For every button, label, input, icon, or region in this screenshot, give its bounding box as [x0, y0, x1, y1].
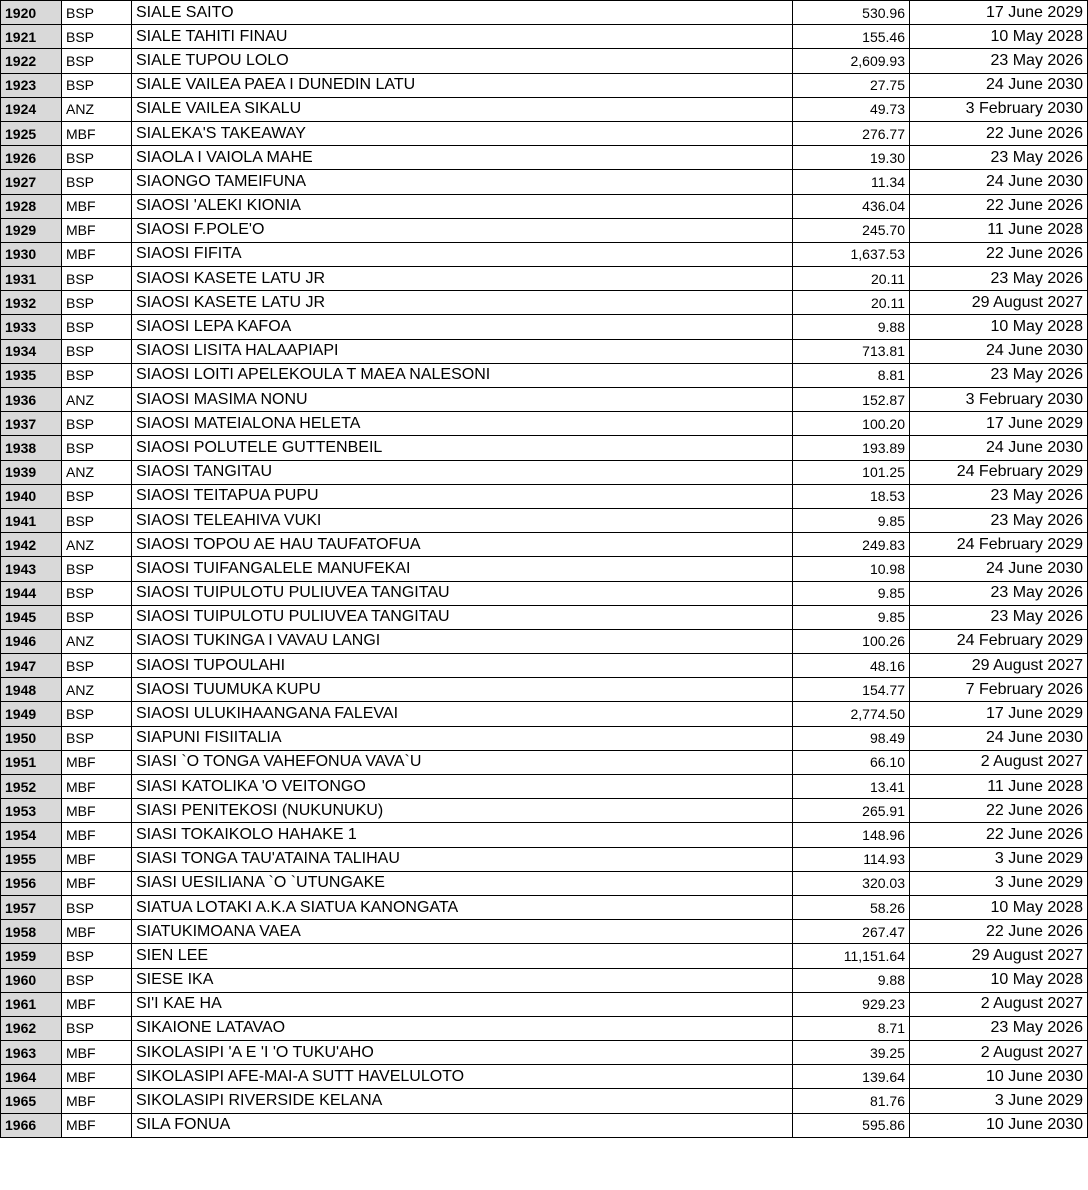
account-name-cell: SILA FONUA	[132, 1113, 793, 1137]
amount-cell: 11.34	[793, 170, 910, 194]
date-cell: 29 August 2027	[910, 654, 1088, 678]
account-name-cell: SIALE VAILEA SIKALU	[132, 97, 793, 121]
row-number-cell: 1944	[1, 581, 62, 605]
date-cell: 24 June 2030	[910, 436, 1088, 460]
table-row	[1, 871, 1088, 895]
table-row	[1, 1, 1088, 25]
bank-code-cell: BSP	[62, 436, 132, 460]
table-row	[1, 170, 1088, 194]
account-name-cell: SIAOSI TUUMUKA KUPU	[132, 678, 793, 702]
amount-cell: 713.81	[793, 339, 910, 363]
row-number-cell: 1941	[1, 508, 62, 532]
date-cell: 3 June 2029	[910, 847, 1088, 871]
table-row	[1, 363, 1088, 387]
table-row	[1, 1016, 1088, 1040]
date-cell: 23 May 2026	[910, 581, 1088, 605]
account-name-cell: SIAOSI TOPOU AE HAU TAUFATOFUA	[132, 533, 793, 557]
amount-cell: 8.81	[793, 363, 910, 387]
amount-cell: 48.16	[793, 654, 910, 678]
date-cell: 3 June 2029	[910, 1089, 1088, 1113]
bank-code-cell: MBF	[62, 1089, 132, 1113]
date-cell: 23 May 2026	[910, 267, 1088, 291]
amount-cell: 193.89	[793, 436, 910, 460]
amount-cell: 245.70	[793, 218, 910, 242]
row-number-cell: 1920	[1, 1, 62, 25]
account-name-cell: SIASI TONGA TAU'ATAINA TALIHAU	[132, 847, 793, 871]
bank-code-cell: MBF	[62, 823, 132, 847]
date-cell: 23 May 2026	[910, 363, 1088, 387]
account-name-cell: SIASI KATOLIKA 'O VEITONGO	[132, 775, 793, 799]
table-row	[1, 775, 1088, 799]
bank-code-cell: BSP	[62, 605, 132, 629]
row-number-cell: 1953	[1, 799, 62, 823]
table-row	[1, 750, 1088, 774]
bank-code-cell: BSP	[62, 968, 132, 992]
row-number-cell: 1958	[1, 920, 62, 944]
date-cell: 24 February 2029	[910, 460, 1088, 484]
amount-cell: 530.96	[793, 1, 910, 25]
amount-cell: 98.49	[793, 726, 910, 750]
date-cell: 7 February 2026	[910, 678, 1088, 702]
date-cell: 2 August 2027	[910, 1041, 1088, 1065]
account-name-cell: SIEN LEE	[132, 944, 793, 968]
amount-cell: 101.25	[793, 460, 910, 484]
amount-cell: 595.86	[793, 1113, 910, 1137]
date-cell: 23 May 2026	[910, 146, 1088, 170]
table-row	[1, 388, 1088, 412]
row-number-cell: 1935	[1, 363, 62, 387]
account-name-cell: SIAOSI TANGITAU	[132, 460, 793, 484]
bank-code-cell: MBF	[62, 871, 132, 895]
row-number-cell: 1934	[1, 339, 62, 363]
bank-code-cell: BSP	[62, 484, 132, 508]
amount-cell: 114.93	[793, 847, 910, 871]
bank-code-cell: MBF	[62, 194, 132, 218]
date-cell: 24 June 2030	[910, 557, 1088, 581]
amount-cell: 2,609.93	[793, 49, 910, 73]
row-number-cell: 1922	[1, 49, 62, 73]
row-number-cell: 1925	[1, 121, 62, 145]
amount-cell: 265.91	[793, 799, 910, 823]
amount-cell: 8.71	[793, 1016, 910, 1040]
row-number-cell: 1936	[1, 388, 62, 412]
amount-cell: 49.73	[793, 97, 910, 121]
account-name-cell: SIKAIONE LATAVAO	[132, 1016, 793, 1040]
account-name-cell: SIAOSI LISITA HALAAPIAPI	[132, 339, 793, 363]
date-cell: 24 February 2029	[910, 629, 1088, 653]
bank-code-cell: BSP	[62, 1, 132, 25]
bank-code-cell: MBF	[62, 775, 132, 799]
table-row	[1, 194, 1088, 218]
row-number-cell: 1942	[1, 533, 62, 557]
table-row	[1, 1089, 1088, 1113]
amount-cell: 27.75	[793, 73, 910, 97]
account-name-cell: SIASI `O TONGA VAHEFONUA VAVA`U	[132, 750, 793, 774]
table-row	[1, 702, 1088, 726]
bank-code-cell: BSP	[62, 654, 132, 678]
amount-cell: 19.30	[793, 146, 910, 170]
amount-cell: 2,774.50	[793, 702, 910, 726]
row-number-cell: 1943	[1, 557, 62, 581]
bank-code-cell: BSP	[62, 315, 132, 339]
table-row	[1, 121, 1088, 145]
table-row	[1, 218, 1088, 242]
bank-code-cell: BSP	[62, 557, 132, 581]
table-row	[1, 654, 1088, 678]
amount-cell: 66.10	[793, 750, 910, 774]
bank-code-cell: MBF	[62, 750, 132, 774]
row-number-cell: 1930	[1, 242, 62, 266]
date-cell: 3 February 2030	[910, 388, 1088, 412]
date-cell: 23 May 2026	[910, 49, 1088, 73]
row-number-cell: 1957	[1, 895, 62, 919]
date-cell: 24 June 2030	[910, 170, 1088, 194]
row-number-cell: 1945	[1, 605, 62, 629]
date-cell: 10 June 2030	[910, 1113, 1088, 1137]
table-row	[1, 895, 1088, 919]
date-cell: 3 February 2030	[910, 97, 1088, 121]
date-cell: 2 August 2027	[910, 750, 1088, 774]
account-name-cell: SIALE SAITO	[132, 1, 793, 25]
row-number-cell: 1965	[1, 1089, 62, 1113]
bank-code-cell: BSP	[62, 895, 132, 919]
date-cell: 10 May 2028	[910, 895, 1088, 919]
row-number-cell: 1946	[1, 629, 62, 653]
table-row	[1, 291, 1088, 315]
date-cell: 23 May 2026	[910, 605, 1088, 629]
table-body	[1, 1, 1088, 1138]
table-row	[1, 847, 1088, 871]
account-name-cell: SIAOSI TUKINGA I VAVAU LANGI	[132, 629, 793, 653]
row-number-cell: 1966	[1, 1113, 62, 1137]
row-number-cell: 1923	[1, 73, 62, 97]
amount-cell: 10.98	[793, 557, 910, 581]
amount-cell: 1,637.53	[793, 242, 910, 266]
amount-cell: 155.46	[793, 25, 910, 49]
account-name-cell: SIASI TOKAIKOLO HAHAKE 1	[132, 823, 793, 847]
amount-cell: 20.11	[793, 291, 910, 315]
date-cell: 22 June 2026	[910, 242, 1088, 266]
bank-code-cell: BSP	[62, 170, 132, 194]
amount-cell: 139.64	[793, 1065, 910, 1089]
account-name-cell: SIALE TAHITI FINAU	[132, 25, 793, 49]
row-number-cell: 1933	[1, 315, 62, 339]
table-row	[1, 267, 1088, 291]
bank-code-cell: ANZ	[62, 678, 132, 702]
date-cell: 22 June 2026	[910, 194, 1088, 218]
date-cell: 24 June 2030	[910, 339, 1088, 363]
bank-code-cell: ANZ	[62, 629, 132, 653]
amount-cell: 58.26	[793, 895, 910, 919]
bank-code-cell: BSP	[62, 267, 132, 291]
amount-cell: 929.23	[793, 992, 910, 1016]
bank-code-cell: ANZ	[62, 97, 132, 121]
table-row	[1, 629, 1088, 653]
row-number-cell: 1932	[1, 291, 62, 315]
bank-code-cell: BSP	[62, 146, 132, 170]
table-row	[1, 533, 1088, 557]
table-row	[1, 605, 1088, 629]
amount-cell: 9.85	[793, 581, 910, 605]
table-row	[1, 242, 1088, 266]
bank-code-cell: MBF	[62, 1113, 132, 1137]
date-cell: 29 August 2027	[910, 291, 1088, 315]
amount-cell: 9.88	[793, 315, 910, 339]
date-cell: 3 June 2029	[910, 871, 1088, 895]
date-cell: 10 June 2030	[910, 1065, 1088, 1089]
date-cell: 17 June 2029	[910, 1, 1088, 25]
bank-code-cell: ANZ	[62, 533, 132, 557]
table-row	[1, 1065, 1088, 1089]
row-number-cell: 1947	[1, 654, 62, 678]
bank-code-cell: MBF	[62, 218, 132, 242]
account-name-cell: SIAOSI TUIPULOTU PULIUVEA TANGITAU	[132, 605, 793, 629]
row-number-cell: 1940	[1, 484, 62, 508]
account-name-cell: SIAOSI TUIFANGALELE MANUFEKAI	[132, 557, 793, 581]
bank-code-cell: MBF	[62, 1041, 132, 1065]
table-row	[1, 146, 1088, 170]
row-number-cell: 1950	[1, 726, 62, 750]
amount-cell: 81.76	[793, 1089, 910, 1113]
amount-cell: 148.96	[793, 823, 910, 847]
bank-code-cell: BSP	[62, 25, 132, 49]
date-cell: 29 August 2027	[910, 944, 1088, 968]
bank-code-cell: BSP	[62, 73, 132, 97]
row-number-cell: 1964	[1, 1065, 62, 1089]
bank-code-cell: MBF	[62, 799, 132, 823]
row-number-cell: 1955	[1, 847, 62, 871]
row-number-cell: 1954	[1, 823, 62, 847]
account-name-cell: SIAOSI LEPA KAFOA	[132, 315, 793, 339]
amount-cell: 249.83	[793, 533, 910, 557]
row-number-cell: 1963	[1, 1041, 62, 1065]
account-name-cell: SIAOSI TUPOULAHI	[132, 654, 793, 678]
row-number-cell: 1962	[1, 1016, 62, 1040]
date-cell: 24 June 2030	[910, 73, 1088, 97]
date-cell: 10 May 2028	[910, 315, 1088, 339]
account-name-cell: SIAONGO TAMEIFUNA	[132, 170, 793, 194]
account-name-cell: SIAOSI TELEAHIVA VUKI	[132, 508, 793, 532]
amount-cell: 154.77	[793, 678, 910, 702]
bank-code-cell: MBF	[62, 121, 132, 145]
amount-cell: 39.25	[793, 1041, 910, 1065]
bank-code-cell: MBF	[62, 1065, 132, 1089]
table-row	[1, 484, 1088, 508]
row-number-cell: 1951	[1, 750, 62, 774]
row-number-cell: 1948	[1, 678, 62, 702]
table-row	[1, 920, 1088, 944]
date-cell: 11 June 2028	[910, 775, 1088, 799]
table-row	[1, 557, 1088, 581]
row-number-cell: 1937	[1, 412, 62, 436]
date-cell: 10 May 2028	[910, 25, 1088, 49]
bank-code-cell: BSP	[62, 49, 132, 73]
bank-code-cell: BSP	[62, 726, 132, 750]
date-cell: 2 August 2027	[910, 992, 1088, 1016]
bank-code-cell: BSP	[62, 339, 132, 363]
account-name-cell: SIALEKA'S TAKEAWAY	[132, 121, 793, 145]
account-name-cell: SIAOSI MATEIALONA HELETA	[132, 412, 793, 436]
account-name-cell: SIASI UESILIANA `O `UTUNGAKE	[132, 871, 793, 895]
amount-cell: 100.26	[793, 629, 910, 653]
table-row	[1, 726, 1088, 750]
table-row	[1, 49, 1088, 73]
account-name-cell: SIALE TUPOU LOLO	[132, 49, 793, 73]
account-name-cell: SIAOSI 'ALEKI KIONIA	[132, 194, 793, 218]
table-row	[1, 581, 1088, 605]
date-cell: 22 June 2026	[910, 121, 1088, 145]
row-number-cell: 1928	[1, 194, 62, 218]
row-number-cell: 1926	[1, 146, 62, 170]
row-number-cell: 1921	[1, 25, 62, 49]
amount-cell: 11,151.64	[793, 944, 910, 968]
account-name-cell: SIAOSI F.POLE'O	[132, 218, 793, 242]
bank-code-cell: MBF	[62, 847, 132, 871]
row-number-cell: 1959	[1, 944, 62, 968]
amount-cell: 20.11	[793, 267, 910, 291]
table-row	[1, 73, 1088, 97]
row-number-cell: 1931	[1, 267, 62, 291]
bank-code-cell: MBF	[62, 242, 132, 266]
account-name-cell: SIAOSI TUIPULOTU PULIUVEA TANGITAU	[132, 581, 793, 605]
table-row	[1, 944, 1088, 968]
account-name-cell: SIALE VAILEA PAEA I DUNEDIN LATU	[132, 73, 793, 97]
row-number-cell: 1939	[1, 460, 62, 484]
date-cell: 10 May 2028	[910, 968, 1088, 992]
table-row	[1, 823, 1088, 847]
account-name-cell: SIKOLASIPI 'A E 'I 'O TUKU'AHO	[132, 1041, 793, 1065]
account-name-cell: SIAOSI ULUKIHAANGANA FALEVAI	[132, 702, 793, 726]
account-name-cell: SIASI PENITEKOSI (NUKUNUKU)	[132, 799, 793, 823]
date-cell: 22 June 2026	[910, 799, 1088, 823]
date-cell: 24 February 2029	[910, 533, 1088, 557]
row-number-cell: 1952	[1, 775, 62, 799]
account-name-cell: SIAOSI TEITAPUA PUPU	[132, 484, 793, 508]
date-cell: 22 June 2026	[910, 823, 1088, 847]
amount-cell: 100.20	[793, 412, 910, 436]
account-name-cell: SIAOSI MASIMA NONU	[132, 388, 793, 412]
table-row	[1, 97, 1088, 121]
bank-code-cell: BSP	[62, 291, 132, 315]
bank-code-cell: ANZ	[62, 460, 132, 484]
amount-cell: 9.88	[793, 968, 910, 992]
account-name-cell: SIATUA LOTAKI A.K.A SIATUA KANONGATA	[132, 895, 793, 919]
date-cell: 17 June 2029	[910, 412, 1088, 436]
account-name-cell: SIESE IKA	[132, 968, 793, 992]
account-name-cell: SI'I KAE HA	[132, 992, 793, 1016]
date-cell: 24 June 2030	[910, 726, 1088, 750]
table-row	[1, 508, 1088, 532]
date-cell: 11 June 2028	[910, 218, 1088, 242]
row-number-cell: 1938	[1, 436, 62, 460]
account-name-cell: SIAOSI POLUTELE GUTTENBEIL	[132, 436, 793, 460]
bank-code-cell: BSP	[62, 1016, 132, 1040]
table-row	[1, 1041, 1088, 1065]
date-cell: 23 May 2026	[910, 508, 1088, 532]
bank-code-cell: MBF	[62, 920, 132, 944]
bank-code-cell: BSP	[62, 412, 132, 436]
table-row	[1, 412, 1088, 436]
row-number-cell: 1960	[1, 968, 62, 992]
date-cell: 23 May 2026	[910, 1016, 1088, 1040]
account-name-cell: SIATUKIMOANA VAEA	[132, 920, 793, 944]
bank-code-cell: BSP	[62, 944, 132, 968]
amount-cell: 18.53	[793, 484, 910, 508]
date-cell: 23 May 2026	[910, 484, 1088, 508]
row-number-cell: 1961	[1, 992, 62, 1016]
table-row	[1, 315, 1088, 339]
account-name-cell: SIAOLA I VAIOLA MAHE	[132, 146, 793, 170]
bank-code-cell: MBF	[62, 992, 132, 1016]
account-name-cell: SIAOSI KASETE LATU JR	[132, 291, 793, 315]
table-row	[1, 968, 1088, 992]
table-row	[1, 678, 1088, 702]
bank-code-cell: BSP	[62, 581, 132, 605]
row-number-cell: 1929	[1, 218, 62, 242]
row-number-cell: 1924	[1, 97, 62, 121]
amount-cell: 436.04	[793, 194, 910, 218]
table-row	[1, 460, 1088, 484]
amount-cell: 320.03	[793, 871, 910, 895]
amount-cell: 9.85	[793, 605, 910, 629]
row-number-cell: 1956	[1, 871, 62, 895]
table-row	[1, 25, 1088, 49]
table-row	[1, 339, 1088, 363]
table-row	[1, 1113, 1088, 1137]
account-name-cell: SIKOLASIPI AFE-MAI-A SUTT HAVELULOTO	[132, 1065, 793, 1089]
bank-code-cell: ANZ	[62, 388, 132, 412]
table-row	[1, 992, 1088, 1016]
account-name-cell: SIAOSI FIFITA	[132, 242, 793, 266]
amount-cell: 267.47	[793, 920, 910, 944]
bank-code-cell: BSP	[62, 363, 132, 387]
amount-cell: 276.77	[793, 121, 910, 145]
account-name-cell: SIAOSI KASETE LATU JR	[132, 267, 793, 291]
bank-code-cell: BSP	[62, 508, 132, 532]
bank-code-cell: BSP	[62, 702, 132, 726]
amount-cell: 9.85	[793, 508, 910, 532]
date-cell: 22 June 2026	[910, 920, 1088, 944]
table-row	[1, 799, 1088, 823]
row-number-cell: 1927	[1, 170, 62, 194]
account-name-cell: SIKOLASIPI RIVERSIDE KELANA	[132, 1089, 793, 1113]
row-number-cell: 1949	[1, 702, 62, 726]
amount-cell: 152.87	[793, 388, 910, 412]
account-name-cell: SIAPUNI FISIITALIA	[132, 726, 793, 750]
account-name-cell: SIAOSI LOITI APELEKOULA T MAEA NALESONI	[132, 363, 793, 387]
amount-cell: 13.41	[793, 775, 910, 799]
date-cell: 17 June 2029	[910, 702, 1088, 726]
table-row	[1, 436, 1088, 460]
